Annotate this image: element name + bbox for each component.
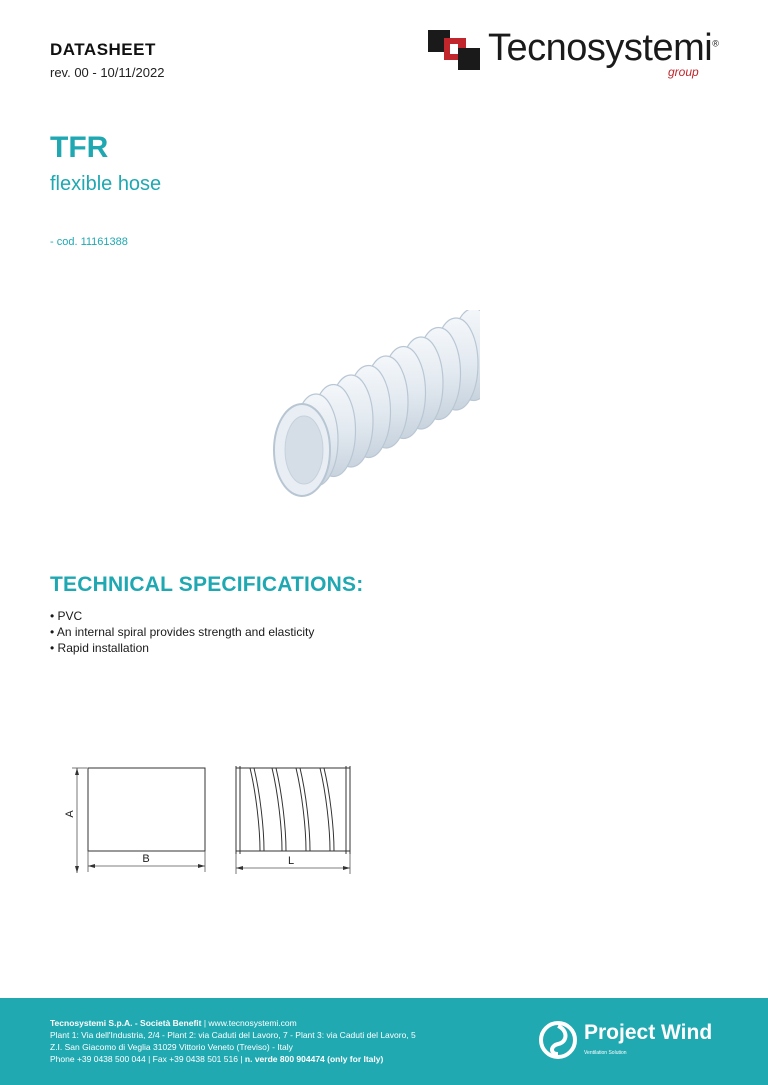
footer-website[interactable]: | www.tecnosystemi.com bbox=[203, 1018, 297, 1028]
dimension-drawing bbox=[50, 748, 380, 888]
hose-side-view bbox=[236, 766, 350, 854]
project-wind-name: Project Wind bbox=[584, 1021, 713, 1044]
product-code: TFR bbox=[50, 131, 109, 164]
hose-product-image bbox=[268, 310, 480, 505]
footer-company: Tecnosystemi S.p.A. - Società Benefit bbox=[50, 1018, 202, 1028]
logo-registered-mark: ® bbox=[712, 38, 719, 49]
project-wind-mark-icon bbox=[538, 1020, 578, 1060]
revision-date: rev. 00 - 10/11/2022 bbox=[50, 65, 165, 80]
spec-item: • Rapid installation bbox=[50, 641, 149, 655]
footer bbox=[0, 998, 768, 1085]
technical-specifications-title: TECHNICAL SPECIFICATIONS: bbox=[50, 573, 364, 596]
spec-item: • PVC bbox=[50, 609, 83, 623]
tecnosystemi-logo bbox=[428, 27, 728, 83]
tecnosystemi-logo-mark-icon bbox=[428, 30, 480, 70]
dimension-label-l: L bbox=[287, 855, 295, 867]
logo-wordmark bbox=[488, 27, 718, 70]
footer-phone: Phone +39 0438 500 044 | Fax +39 0438 501 516 | bbox=[50, 1054, 243, 1064]
logo-name: Tecnosystemi bbox=[488, 27, 713, 69]
product-description: flexible hose bbox=[50, 173, 162, 195]
project-wind-logo bbox=[538, 1018, 728, 1062]
spec-item: • An internal spiral provides strength and elasticity bbox=[50, 625, 315, 639]
section-rectangle bbox=[88, 768, 205, 851]
project-wind-tagline: Ventilation Solution bbox=[584, 1050, 627, 1056]
logo-group-label: group bbox=[668, 65, 699, 79]
footer-contacts bbox=[50, 1017, 416, 1065]
footer-green-number: n. verde 800 904474 (only for Italy) bbox=[244, 1054, 384, 1064]
spec-list bbox=[50, 608, 314, 656]
dimension-label-b: B bbox=[142, 853, 150, 865]
dimension-label-a: A bbox=[64, 810, 76, 818]
footer-address: Z.I. San Giacomo di Veglia 31029 Vittorio Veneto (Treviso) - Italy bbox=[50, 1042, 293, 1052]
product-article-code: - cod. 11161388 bbox=[50, 236, 128, 248]
datasheet-title: DATASHEET bbox=[50, 40, 156, 59]
footer-plants: Plant 1: Via dell'Industria, 2/4 - Plant 2: via Caduti del Lavoro, 7 - Plant 3: via Caduti del Lavoro, 5 bbox=[50, 1030, 416, 1040]
